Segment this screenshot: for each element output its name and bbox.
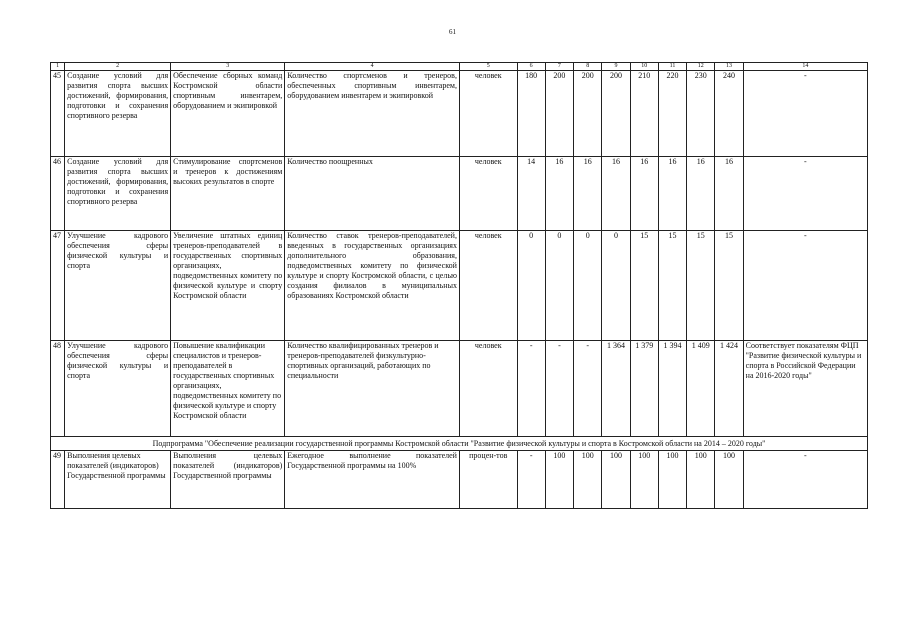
task-cell: Создание условий для развития спорта высших достижений, формирования, подготовки и сохранения спортивного резерва [65, 157, 171, 231]
task-cell: Выполнения целевых показателей (индикаторов) Государственной программы [65, 451, 171, 509]
value-cell: 1 364 [602, 341, 630, 437]
value-cell: 0 [574, 231, 602, 341]
measure-cell: Выполнения целевых показателей (индикаторов) Государственной программы [171, 451, 285, 509]
value-cell: 16 [602, 157, 630, 231]
column-number: 12 [687, 63, 715, 71]
table-row [51, 341, 868, 437]
column-number: 4 [285, 63, 460, 71]
column-number: 3 [171, 63, 285, 71]
value-cell: 1 394 [658, 341, 686, 437]
indicator-cell: Ежегодное выполнение показателей Государственной программы на 100% [285, 451, 460, 509]
task-cell: Создание условий для развития спорта высших достижений, формирования, подготовки и сохранения спортивного резерва [65, 71, 171, 157]
column-number: 8 [574, 63, 602, 71]
page-number: 61 [449, 28, 456, 36]
unit-cell: человек [459, 71, 517, 157]
value-cell: 1 409 [687, 341, 715, 437]
unit-cell: человек [459, 341, 517, 437]
value-cell: 100 [715, 451, 743, 509]
column-number: 10 [630, 63, 658, 71]
row-number: 45 [51, 71, 65, 157]
indicator-cell: Количество квалифицированных тренеров и тренеров-преподавателей физкультурно-спортивных организаций, работающих по специальности [285, 341, 460, 437]
measure-cell: Повышение квалификации специалистов и тренеров-преподавателей в государственных спортивных организациях, подведомственных комитету по физической культуре и спорту Костромской области [171, 341, 285, 437]
value-cell: 16 [545, 157, 573, 231]
value-cell: 220 [658, 71, 686, 157]
value-cell: 240 [715, 71, 743, 157]
column-number: 6 [517, 63, 545, 71]
value-cell: 100 [687, 451, 715, 509]
note-cell: - [743, 71, 867, 157]
value-cell: 0 [602, 231, 630, 341]
note-cell: Соответствует показателям ФЦП "Развитие физической культуры и спорта в Российской Федерации на 2016-2020 годы" [743, 341, 867, 437]
column-number: 1 [51, 63, 65, 71]
value-cell: 15 [658, 231, 686, 341]
value-cell: - [574, 341, 602, 437]
column-number: 13 [715, 63, 743, 71]
column-number: 7 [545, 63, 573, 71]
value-cell: 16 [687, 157, 715, 231]
column-number: 11 [658, 63, 686, 71]
value-cell: 230 [687, 71, 715, 157]
indicator-cell: Количество спортсменов и тренеров, обеспеченных спортивным инвентарем, оборудованием инвентарем и экипировкой [285, 71, 460, 157]
value-cell: 100 [630, 451, 658, 509]
value-cell: 100 [658, 451, 686, 509]
measure-cell: Обеспечение сборных команд Костромской области спортивным инвентарем, оборудованием и экипировкой [171, 71, 285, 157]
value-cell: 16 [658, 157, 686, 231]
value-cell: 200 [602, 71, 630, 157]
note-cell: - [743, 451, 867, 509]
indicators-table [50, 62, 868, 509]
value-cell: 15 [715, 231, 743, 341]
value-cell: 210 [630, 71, 658, 157]
value-cell: 0 [545, 231, 573, 341]
value-cell: 100 [574, 451, 602, 509]
subprogram-row [51, 437, 868, 451]
table-row [51, 71, 868, 157]
value-cell: 1 379 [630, 341, 658, 437]
row-number: 46 [51, 157, 65, 231]
value-cell: 15 [687, 231, 715, 341]
value-cell: 0 [517, 231, 545, 341]
column-number: 2 [65, 63, 171, 71]
value-cell: 100 [545, 451, 573, 509]
table-row [51, 157, 868, 231]
row-number: 49 [51, 451, 65, 509]
value-cell: 180 [517, 71, 545, 157]
column-number: 9 [602, 63, 630, 71]
value-cell: 14 [517, 157, 545, 231]
value-cell: 1 424 [715, 341, 743, 437]
measure-cell: Увеличение штатных единиц тренеров-преподавателей в государственных спортивных организациях, подведомственных комитету по физической культуре и спорту Костромской области [171, 231, 285, 341]
table-row [51, 231, 868, 341]
value-cell: 16 [630, 157, 658, 231]
value-cell: 16 [574, 157, 602, 231]
value-cell: 100 [602, 451, 630, 509]
measure-cell: Стимулирование спортсменов и тренеров к достижениям высоких результатов в спорте [171, 157, 285, 231]
value-cell: 15 [630, 231, 658, 341]
table-row [51, 451, 868, 509]
subprogram-title: Подпрограмма "Обеспечение реализации государственной программы Костромской области "Развитие физической культуры и спорта в Костромской области на 2014 – 2020 годы" [51, 437, 868, 451]
task-cell: Улучшение кадрового обеспечения сферы физической культуры и спорта [65, 231, 171, 341]
column-number: 5 [459, 63, 517, 71]
value-cell: - [517, 451, 545, 509]
value-cell: 16 [715, 157, 743, 231]
indicator-cell: Количество поощренных [285, 157, 460, 231]
unit-cell: процен-тов [459, 451, 517, 509]
value-cell: 200 [545, 71, 573, 157]
row-number: 47 [51, 231, 65, 341]
value-cell: 200 [574, 71, 602, 157]
value-cell: - [545, 341, 573, 437]
column-numbers-row [51, 63, 868, 71]
unit-cell: человек [459, 231, 517, 341]
value-cell: - [517, 341, 545, 437]
note-cell: - [743, 231, 867, 341]
row-number: 48 [51, 341, 65, 437]
note-cell: - [743, 157, 867, 231]
unit-cell: человек [459, 157, 517, 231]
task-cell: Улучшение кадрового обеспечения сферы физической культуры и спорта [65, 341, 171, 437]
column-number: 14 [743, 63, 867, 71]
indicator-cell: Количество ставок тренеров-преподавателей, введенных в государственных организациях дополнительного образования, подведомственных комитету по физической культуре и спорту Костромской области, с целью создания филиалов в муниципальных образованиях Костромской области [285, 231, 460, 341]
